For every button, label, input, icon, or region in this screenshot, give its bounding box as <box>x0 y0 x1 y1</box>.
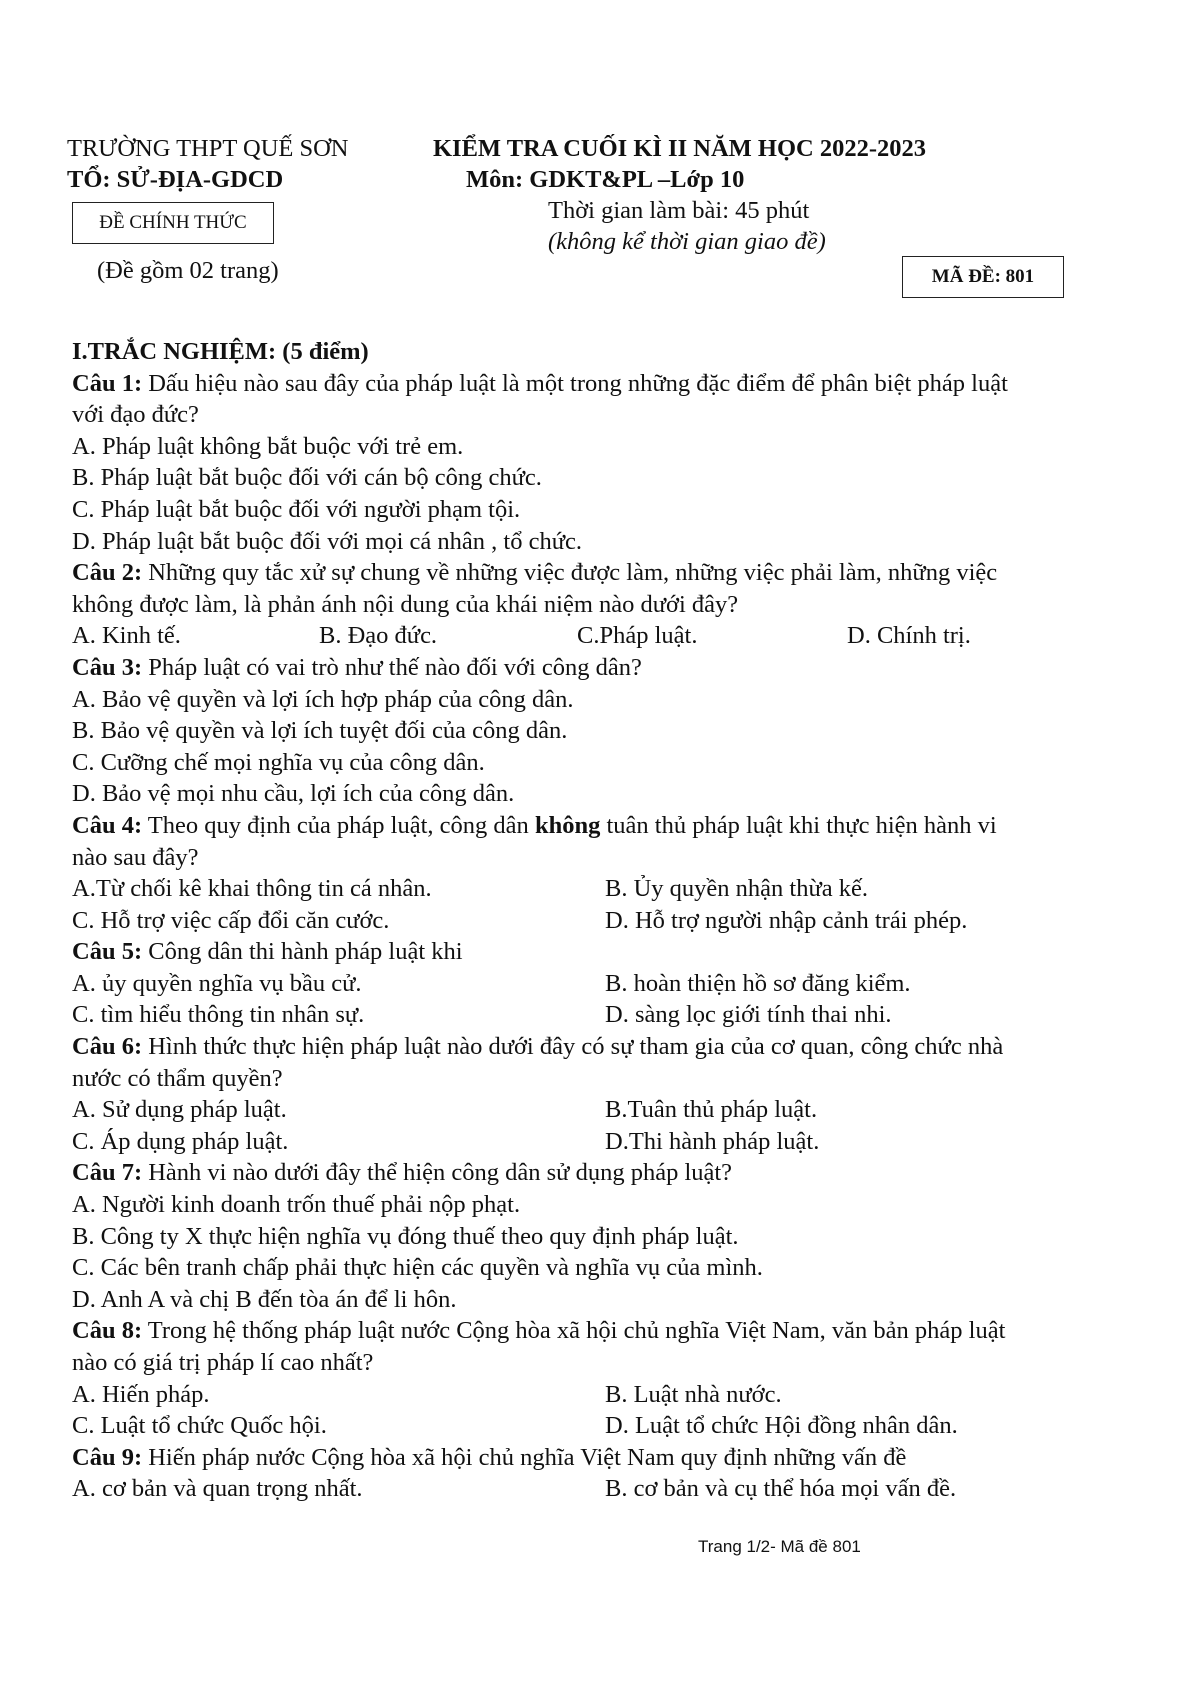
answer-option: B. Công ty X thực hiện nghĩa vụ đóng thuế theo quy định pháp luật. <box>72 1222 739 1250</box>
answer-row <box>72 873 1152 905</box>
question-1-cont: với đạo đức? <box>72 401 199 429</box>
question-label: Câu 8: <box>72 1317 143 1345</box>
pages-note: (Đề gồm 02 trang) <box>97 257 279 284</box>
answer-option: C. Các bên tranh chấp phải thực hiện các quyền và nghĩa vụ của mình. <box>72 1254 763 1282</box>
question-label: Câu 9: <box>72 1443 143 1471</box>
answer-option: A. Bảo vệ quyền và lợi ích hợp pháp của công dân. <box>72 685 574 713</box>
question-4-cont: nào sau đây? <box>72 843 199 871</box>
question-text: Trong hệ thống pháp luật nước Cộng hòa xã hội chủ nghĩa Việt Nam, văn bản pháp luật <box>142 1317 1006 1345</box>
answer-option: D. sàng lọc giới tính thai nhi. <box>605 1001 892 1029</box>
question-7 <box>72 1157 1152 1189</box>
answer-row <box>72 968 1152 1000</box>
question-text: Hiến pháp nước Cộng hòa xã hội chủ nghĩa Việt Nam quy định những vấn đề <box>142 1443 907 1471</box>
answer-option: A.Từ chối kê khai thông tin cá nhân. <box>72 875 432 903</box>
answer-option: D. Hỗ trợ người nhập cảnh trái phép. <box>605 906 968 934</box>
question-8-cont: nào có giá trị pháp lí cao nhất? <box>72 1349 374 1376</box>
school-name: TRƯỜNG THPT QUẾ SƠN <box>67 135 349 162</box>
answer-option: A. Hiến pháp. <box>72 1380 210 1408</box>
answer-option: B. hoàn thiện hồ sơ đăng kiểm. <box>605 969 911 997</box>
exam-duration: Thời gian làm bài: 45 phút <box>548 197 810 224</box>
question-label: Câu 2: <box>72 559 143 587</box>
question-label: Câu 3: <box>72 653 143 681</box>
answer-option: B. Đạo đức. <box>319 622 438 650</box>
question-label: Câu 7: <box>72 1159 143 1187</box>
answer-row <box>72 1379 1152 1411</box>
answer-option: A. Kinh tế. <box>72 622 181 650</box>
answer-option: C. Pháp luật bắt buộc đối với người phạm tội. <box>72 495 521 523</box>
question-text: Hình thức thực hiện pháp luật nào dưới đây có sự tham gia của cơ quan, công chức nhà <box>142 1033 1004 1061</box>
department-name: TỔ: SỬ-ĐỊA-GDCD <box>67 166 284 193</box>
question-text: Những quy tắc xử sự chung về những việc được làm, những việc phải làm, những việc <box>142 559 998 587</box>
question-label: Câu 4: <box>72 811 143 839</box>
answer-option: A. Pháp luật không bắt buộc với trẻ em. <box>72 432 464 460</box>
question-4 <box>72 810 1152 842</box>
answer-option: B.Tuân thủ pháp luật. <box>605 1096 818 1124</box>
answer-option: B. Luật nhà nước. <box>605 1380 782 1408</box>
exam-title: KIỂM TRA CUỐI KÌ II NĂM HỌC 2022-2023 <box>433 135 926 162</box>
question-5 <box>72 936 1152 968</box>
question-6 <box>72 1031 1152 1063</box>
question-3 <box>72 652 1152 684</box>
answer-option: C. Cưỡng chế mọi nghĩa vụ của công dân. <box>72 748 485 776</box>
section-title: I.TRẮC NGHIỆM: (5 điểm) <box>72 338 369 365</box>
answer-option: D. Pháp luật bắt buộc đối với mọi cá nhân , tổ chức. <box>72 527 583 555</box>
answer-option: D.Thi hành pháp luật. <box>605 1127 820 1155</box>
answer-option: A. Sử dụng pháp luật. <box>72 1096 287 1124</box>
exam-duration-note: (không kể thời gian giao đề) <box>548 228 826 255</box>
answer-option: A. ủy quyền nghĩa vụ bầu cử. <box>72 969 362 997</box>
question-8 <box>72 1315 1152 1347</box>
answer-option: A. cơ bản và quan trọng nhất. <box>72 1475 363 1503</box>
question-label: Câu 1: <box>72 369 143 397</box>
question-text: Dấu hiệu nào sau đây của pháp luật là một trong những đặc điểm để phân biệt pháp luật <box>142 369 1008 397</box>
answer-row <box>72 1473 1152 1505</box>
question-2-cont: không được làm, là phản ánh nội dung của khái niệm nào dưới đây? <box>72 590 739 618</box>
answer-option: C. Áp dụng pháp luật. <box>72 1127 289 1155</box>
question-text: Pháp luật có vai trò như thế nào đối với công dân? <box>142 653 642 681</box>
question-label: Câu 6: <box>72 1033 143 1061</box>
answer-option: D. Bảo vệ mọi nhu cầu, lợi ích của công dân. <box>72 780 515 808</box>
answer-option: A. Người kinh doanh trốn thuế phải nộp phạt. <box>72 1191 521 1219</box>
official-label-box <box>72 202 274 244</box>
question-text: Hành vi nào dưới đây thể hiện công dân sử dụng pháp luật? <box>142 1159 733 1187</box>
answer-row <box>72 1094 1152 1126</box>
answer-row <box>72 620 1152 652</box>
official-label: ĐỀ CHÍNH THỨC <box>99 212 247 233</box>
question-text: Công dân thi hành pháp luật khi <box>142 938 463 966</box>
page-footer: Trang 1/2- Mã đề 801 <box>698 1537 861 1556</box>
question-text: Theo quy định của pháp luật, công dân <box>142 811 535 839</box>
answer-row <box>72 999 1152 1031</box>
exam-subject: Môn: GDKT&PL –Lớp 10 <box>466 166 745 193</box>
questions-section <box>72 336 1152 1505</box>
answer-option: B. Pháp luật bắt buộc đối với cán bộ công chức. <box>72 464 542 492</box>
answer-option: B. cơ bản và cụ thể hóa mọi vấn đề. <box>605 1475 957 1503</box>
exam-code-box <box>902 256 1064 298</box>
answer-row <box>72 905 1152 937</box>
question-label: Câu 5: <box>72 938 143 966</box>
answer-option: B. Ủy quyền nhận thừa kế. <box>605 875 868 903</box>
answer-row <box>72 1410 1152 1442</box>
answer-option: B. Bảo vệ quyền và lợi ích tuyệt đối của công dân. <box>72 717 568 745</box>
answer-option: D. Anh A và chị B đến tòa án để li hôn. <box>72 1285 457 1313</box>
answer-option: C.Pháp luật. <box>577 622 698 650</box>
question-1 <box>72 368 1152 400</box>
answer-option: D. Luật tổ chức Hội đồng nhân dân. <box>605 1412 958 1440</box>
answer-option: C. Hỗ trợ việc cấp đổi căn cước. <box>72 906 390 934</box>
answer-row <box>72 1126 1152 1158</box>
question-6-cont: nước có thẩm quyền? <box>72 1064 283 1092</box>
exam-code: MÃ ĐỀ: 801 <box>931 266 1035 287</box>
question-text: tuân thủ pháp luật khi thực hiện hành vi <box>600 811 997 839</box>
question-emphasis: không <box>534 811 601 839</box>
question-9 <box>72 1442 1152 1474</box>
answer-option: C. Luật tổ chức Quốc hội. <box>72 1412 327 1440</box>
answer-option: C. tìm hiểu thông tin nhân sự. <box>72 1001 365 1029</box>
question-2 <box>72 557 1152 589</box>
answer-option: D. Chính trị. <box>847 622 971 650</box>
